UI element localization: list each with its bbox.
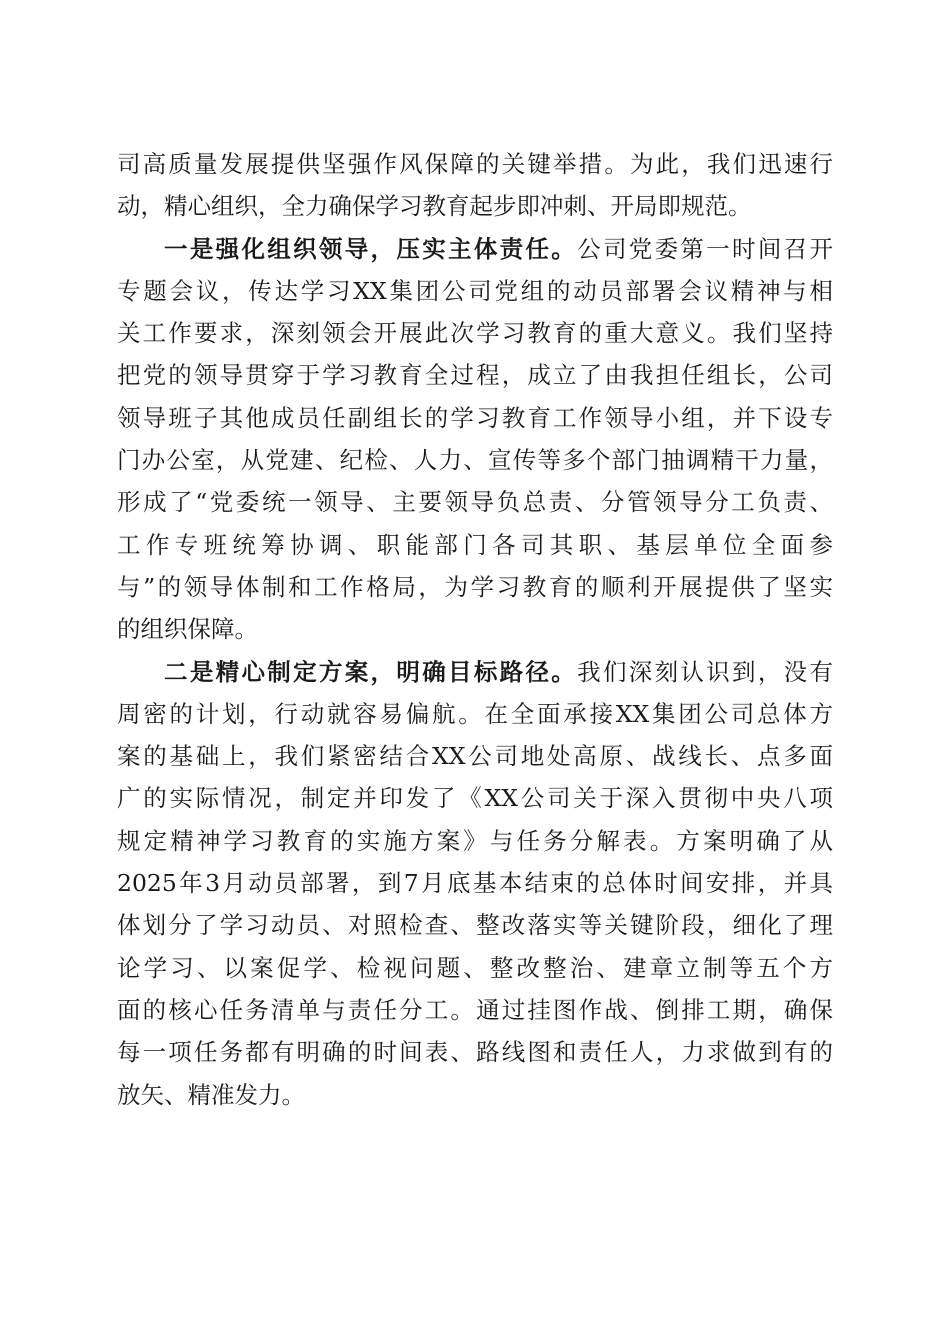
text-line: 门办公室，从党建、纪检、人力、宣传等多个部门抽调精干力量， bbox=[117, 446, 833, 475]
text-line: 放矢、精准发力。 bbox=[117, 1080, 305, 1109]
paragraph-lead-heading: 一是强化组织领导，压实主体责任。 bbox=[164, 234, 578, 263]
text-line bbox=[117, 651, 833, 693]
text-line: 案的基础上，我们紧密结合XX公司地处高原、战线长、点多面 bbox=[117, 742, 833, 771]
paragraph-lead-heading: 二是精心制定方案，明确目标路径。 bbox=[164, 657, 578, 686]
text-line: 形成了“党委统一领导、主要领导负总责、分管领导分工负责、 bbox=[117, 488, 833, 517]
text-line: 周密的计划，行动就容易偏航。在全面承接XX集团公司总体方 bbox=[117, 699, 833, 728]
text-line: 论学习、以案促学、检视问题、整改整治、建章立制等五个方 bbox=[117, 953, 833, 982]
text-line: 的组织保障。 bbox=[117, 615, 258, 644]
text-line: 体划分了学习动员、对照检查、整改落实等关键阶段，细化了理 bbox=[117, 911, 833, 940]
text-line: 规定精神学习教育的实施方案》与任务分解表。方案明确了从 bbox=[117, 826, 833, 855]
text-line: 把党的领导贯穿于学习教育全过程，成立了由我担任组长，公司 bbox=[117, 361, 833, 390]
text-line: 每一项任务都有明确的时间表、路线图和责任人，力求做到有的 bbox=[117, 1038, 833, 1067]
paragraph-3 bbox=[117, 651, 833, 1116]
text-fragment: 公司党委第一时间召开 bbox=[577, 234, 833, 263]
text-line: 广的实际情况，制定并印发了《XX公司关于深入贯彻中央八项 bbox=[117, 784, 833, 813]
text-line: 司高质量发展提供坚强作风保障的关键举措。为此，我们迅速行 bbox=[117, 150, 833, 178]
text-line: 动，精心组织，全力确保学习教育起步即冲刺、开局即规范。 bbox=[117, 192, 752, 221]
text-line: 领导班子其他成员任副组长的学习教育工作领导小组，并下设专 bbox=[117, 403, 833, 432]
paragraph-2 bbox=[117, 228, 833, 651]
paragraph-1 bbox=[117, 143, 833, 228]
text-fragment: 我们深刻认识到，没有 bbox=[577, 657, 833, 686]
text-line: 工作专班统筹协调、职能部门各司其职、基层单位全面参 bbox=[117, 530, 833, 559]
text-line: 关工作要求，深刻领会开展此次学习教育的重大意义。我们坚持 bbox=[117, 319, 833, 348]
text-line: 与”的领导体制和工作格局，为学习教育的顺利开展提供了坚实 bbox=[117, 572, 833, 601]
text-line: 面的核心任务清单与责任分工。通过挂图作战、倒排工期，确保 bbox=[117, 995, 833, 1024]
document-body bbox=[117, 143, 833, 1116]
text-line bbox=[117, 228, 833, 270]
text-line: 专题会议，传达学习XX集团公司党组的动员部署会议精神与相 bbox=[117, 276, 833, 305]
text-line: 2025年3月动员部署，到7月底基本结束的总体时间安排，并具 bbox=[117, 869, 833, 898]
